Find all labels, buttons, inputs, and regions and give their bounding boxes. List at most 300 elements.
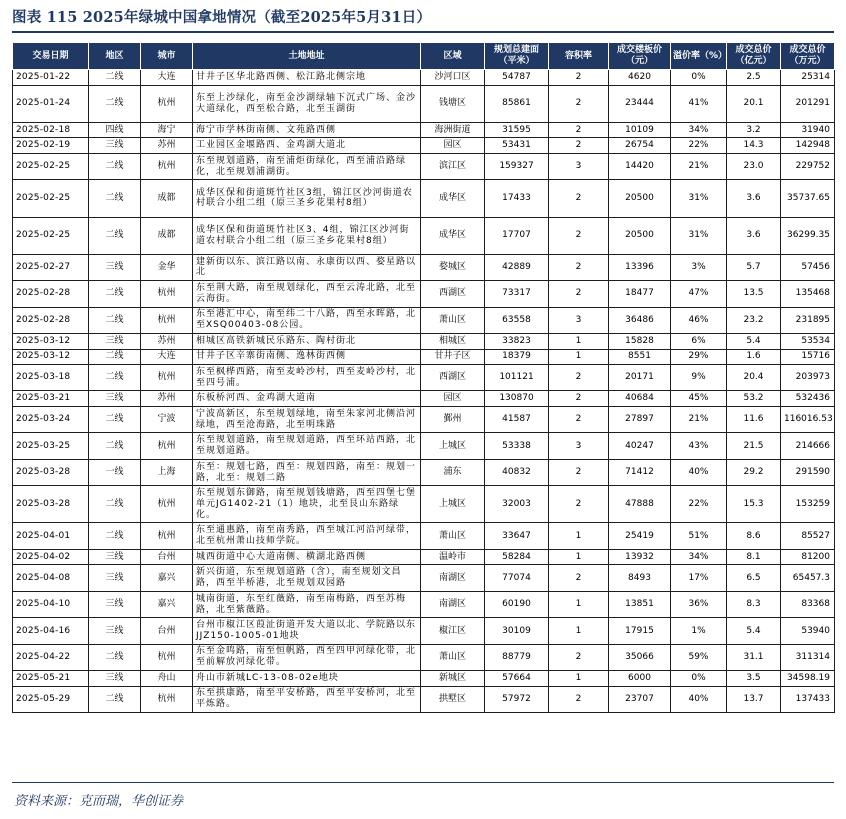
cell-date: 2025-02-18 — [13, 122, 89, 138]
cell-premium: 41% — [671, 85, 727, 122]
cell-price: 18477 — [609, 281, 671, 307]
cell-district: 萧山区 — [421, 307, 485, 333]
cell-premium: 21% — [671, 407, 727, 433]
cell-total-yi: 6.5 — [727, 565, 781, 591]
cell-far: 2 — [549, 180, 609, 217]
source-note: 资料来源：克而瑞，华创证券 — [14, 794, 184, 809]
cell-tier: 二线 — [89, 686, 141, 712]
header-total-wan: 成交总价（万元） — [781, 43, 835, 70]
cell-address: 东至：规划七路，西至：规划四路，南至：规划一路，北至：规划二路 — [193, 459, 421, 485]
cell-district: 海洲街道 — [421, 122, 485, 138]
cell-far: 1 — [549, 333, 609, 349]
cell-district: 婺城区 — [421, 254, 485, 280]
cell-premium: 59% — [671, 644, 727, 670]
table-row — [13, 686, 835, 712]
cell-price: 6000 — [609, 670, 671, 686]
cell-tier: 二线 — [89, 307, 141, 333]
cell-address: 东至规划东御路，南至规划钱塘路，西至四堡七堡单元JG1402-21（1）地块，北至艮山东路绿化。 — [193, 486, 421, 523]
cell-area: 18379 — [485, 349, 549, 365]
table-row — [13, 254, 835, 280]
cell-premium: 22% — [671, 486, 727, 523]
table-row — [13, 122, 835, 138]
cell-total-yi: 20.1 — [727, 85, 781, 122]
cell-address: 东至枫桦西路，南至麦岭沙村，西至麦岭沙村，北至四号浦。 — [193, 365, 421, 391]
header-district: 区域 — [421, 43, 485, 70]
cell-far: 2 — [549, 565, 609, 591]
cell-premium: 31% — [671, 217, 727, 254]
table-row — [13, 281, 835, 307]
cell-total-yi: 3.2 — [727, 122, 781, 138]
cell-area: 17707 — [485, 217, 549, 254]
header-total-yi: 成交总价（亿元） — [727, 43, 781, 70]
cell-total-wan: 311314 — [781, 644, 835, 670]
cell-premium: 21% — [671, 153, 727, 179]
cell-date: 2025-04-22 — [13, 644, 89, 670]
cell-date: 2025-02-28 — [13, 281, 89, 307]
cell-total-wan: 31940 — [781, 122, 835, 138]
table-row — [13, 670, 835, 686]
header-premium: 溢价率（%） — [671, 43, 727, 70]
cell-premium: 36% — [671, 591, 727, 617]
cell-premium: 9% — [671, 365, 727, 391]
cell-price: 4620 — [609, 70, 671, 86]
cell-tier: 二线 — [89, 365, 141, 391]
cell-total-yi: 23.2 — [727, 307, 781, 333]
cell-far: 3 — [549, 433, 609, 459]
cell-district: 钱塘区 — [421, 85, 485, 122]
cell-date: 2025-01-24 — [13, 85, 89, 122]
cell-total-wan: 229752 — [781, 153, 835, 179]
cell-premium: 31% — [671, 180, 727, 217]
cell-total-yi: 13.7 — [727, 686, 781, 712]
cell-date: 2025-04-08 — [13, 565, 89, 591]
cell-area: 57664 — [485, 670, 549, 686]
cell-far: 2 — [549, 391, 609, 407]
cell-price: 26754 — [609, 138, 671, 154]
header-price: 成交楼板价（元） — [609, 43, 671, 70]
cell-city: 台州 — [141, 549, 193, 565]
cell-far: 2 — [549, 686, 609, 712]
cell-far: 2 — [549, 486, 609, 523]
cell-area: 101121 — [485, 365, 549, 391]
cell-tier: 一线 — [89, 459, 141, 485]
cell-district: 温岭市 — [421, 549, 485, 565]
cell-tier: 二线 — [89, 281, 141, 307]
cell-total-yi: 8.6 — [727, 523, 781, 549]
cell-price: 40684 — [609, 391, 671, 407]
cell-far: 2 — [549, 70, 609, 86]
cell-city: 成都 — [141, 180, 193, 217]
cell-area: 63558 — [485, 307, 549, 333]
cell-tier: 三线 — [89, 138, 141, 154]
cell-city: 大连 — [141, 349, 193, 365]
cell-premium: 43% — [671, 433, 727, 459]
cell-district: 浦东 — [421, 459, 485, 485]
cell-tier: 三线 — [89, 549, 141, 565]
cell-far: 3 — [549, 153, 609, 179]
cell-total-wan: 81200 — [781, 549, 835, 565]
cell-area: 77074 — [485, 565, 549, 591]
cell-area: 85861 — [485, 85, 549, 122]
cell-address: 相城区高铁新城民乐路东、陶村街北 — [193, 333, 421, 349]
cell-address: 东板桥河西、金鸡湖大道南 — [193, 391, 421, 407]
cell-premium: 47% — [671, 281, 727, 307]
table-row — [13, 85, 835, 122]
cell-area: 33647 — [485, 523, 549, 549]
cell-district: 上城区 — [421, 433, 485, 459]
cell-date: 2025-04-02 — [13, 549, 89, 565]
cell-tier: 二线 — [89, 433, 141, 459]
cell-far: 2 — [549, 254, 609, 280]
cell-date: 2025-03-12 — [13, 333, 89, 349]
cell-total-yi: 5.7 — [727, 254, 781, 280]
cell-tier: 三线 — [89, 391, 141, 407]
cell-date: 2025-01-22 — [13, 70, 89, 86]
cell-total-wan: 203973 — [781, 365, 835, 391]
cell-address: 甘井子区华北路西侧、松江路北侧宗地 — [193, 70, 421, 86]
cell-area: 130870 — [485, 391, 549, 407]
cell-district: 萧山区 — [421, 523, 485, 549]
cell-address: 宁波高新区，东至规划绿地，南至朱家河北侧沿河绿地，西至沧海路，北至明珠路 — [193, 407, 421, 433]
cell-district: 新城区 — [421, 670, 485, 686]
cell-far: 1 — [549, 349, 609, 365]
cell-premium: 51% — [671, 523, 727, 549]
cell-price: 40247 — [609, 433, 671, 459]
cell-price: 15828 — [609, 333, 671, 349]
cell-area: 41587 — [485, 407, 549, 433]
cell-price: 20171 — [609, 365, 671, 391]
cell-date: 2025-02-25 — [13, 217, 89, 254]
cell-total-yi: 29.2 — [727, 459, 781, 485]
cell-total-wan: 34598.19 — [781, 670, 835, 686]
cell-premium: 40% — [671, 686, 727, 712]
cell-price: 36486 — [609, 307, 671, 333]
cell-city: 海宁 — [141, 122, 193, 138]
cell-total-wan: 291590 — [781, 459, 835, 485]
cell-total-wan: 142948 — [781, 138, 835, 154]
cell-premium: 6% — [671, 333, 727, 349]
table-row — [13, 153, 835, 179]
cell-city: 杭州 — [141, 433, 193, 459]
cell-price: 35066 — [609, 644, 671, 670]
table-row — [13, 486, 835, 523]
cell-tier: 二线 — [89, 407, 141, 433]
cell-total-yi: 23.0 — [727, 153, 781, 179]
cell-far: 2 — [549, 138, 609, 154]
cell-premium: 40% — [671, 459, 727, 485]
cell-premium: 3% — [671, 254, 727, 280]
cell-date: 2025-03-18 — [13, 365, 89, 391]
table-row — [13, 349, 835, 365]
cell-price: 27897 — [609, 407, 671, 433]
cell-premium: 34% — [671, 549, 727, 565]
cell-price: 23707 — [609, 686, 671, 712]
cell-area: 32003 — [485, 486, 549, 523]
cell-district: 西湖区 — [421, 365, 485, 391]
table-row — [13, 307, 835, 333]
table-row — [13, 459, 835, 485]
cell-district: 上城区 — [421, 486, 485, 523]
header-area: 规划总建面（平米） — [485, 43, 549, 70]
cell-total-wan: 201291 — [781, 85, 835, 122]
cell-area: 30109 — [485, 618, 549, 644]
cell-total-yi: 14.3 — [727, 138, 781, 154]
cell-date: 2025-05-21 — [13, 670, 89, 686]
cell-total-wan: 53940 — [781, 618, 835, 644]
cell-tier: 二线 — [89, 217, 141, 254]
cell-total-yi: 3.6 — [727, 180, 781, 217]
table-row — [13, 70, 835, 86]
cell-tier: 二线 — [89, 153, 141, 179]
figure-title: 图表 115 2025年绿城中国拿地情况（截至2025年5月31日） — [12, 9, 432, 26]
table-row — [13, 138, 835, 154]
cell-city: 杭州 — [141, 486, 193, 523]
cell-price: 8551 — [609, 349, 671, 365]
cell-far: 2 — [549, 85, 609, 122]
table-row — [13, 407, 835, 433]
cell-total-yi: 5.4 — [727, 618, 781, 644]
cell-premium: 34% — [671, 122, 727, 138]
table-header-row — [13, 43, 835, 70]
cell-district: 沙河口区 — [421, 70, 485, 86]
cell-city: 嘉兴 — [141, 591, 193, 617]
cell-tier: 二线 — [89, 180, 141, 217]
table-row — [13, 644, 835, 670]
cell-city: 苏州 — [141, 138, 193, 154]
cell-date: 2025-04-01 — [13, 523, 89, 549]
cell-price: 13932 — [609, 549, 671, 565]
cell-city: 杭州 — [141, 281, 193, 307]
cell-address: 海宁市学林街南侧、文苑路西侧 — [193, 122, 421, 138]
cell-city: 杭州 — [141, 307, 193, 333]
cell-price: 25419 — [609, 523, 671, 549]
cell-tier: 二线 — [89, 85, 141, 122]
cell-city: 苏州 — [141, 333, 193, 349]
cell-total-yi: 3.5 — [727, 670, 781, 686]
cell-total-wan: 137433 — [781, 686, 835, 712]
cell-total-wan: 214666 — [781, 433, 835, 459]
cell-tier: 二线 — [89, 70, 141, 86]
cell-address: 东至金鸣路，南至恒帆路，西至四甲河绿化带，北至前解放河绿化带。 — [193, 644, 421, 670]
cell-city: 台州 — [141, 618, 193, 644]
land-acquisition-table — [12, 42, 835, 713]
cell-area: 159327 — [485, 153, 549, 179]
cell-total-yi: 53.2 — [727, 391, 781, 407]
cell-address: 城南街道，东至红薇路，南至南梅路，西至苏梅路，北至紫薇路。 — [193, 591, 421, 617]
cell-price: 13396 — [609, 254, 671, 280]
cell-address: 东至规划道路，南至规划道路，西至环站西路，北至规划道路。 — [193, 433, 421, 459]
cell-total-wan: 532436 — [781, 391, 835, 407]
source-rule — [12, 782, 834, 783]
cell-area: 40832 — [485, 459, 549, 485]
cell-price: 71412 — [609, 459, 671, 485]
cell-far: 2 — [549, 365, 609, 391]
header-tier: 地区 — [89, 43, 141, 70]
table-row — [13, 549, 835, 565]
cell-date: 2025-03-25 — [13, 433, 89, 459]
cell-city: 成都 — [141, 217, 193, 254]
cell-address: 东至荆大路，南至规划绿化，西至云涛北路，北至云海街。 — [193, 281, 421, 307]
cell-district: 南湖区 — [421, 565, 485, 591]
cell-address: 东至通惠路，南至南秀路，西至城江河沿河绿带，北至杭州萧山技师学院。 — [193, 523, 421, 549]
cell-district: 西湖区 — [421, 281, 485, 307]
cell-total-yi: 8.1 — [727, 549, 781, 565]
cell-city: 舟山 — [141, 670, 193, 686]
cell-price: 13851 — [609, 591, 671, 617]
cell-price: 23444 — [609, 85, 671, 122]
table-row — [13, 433, 835, 459]
cell-total-wan: 57456 — [781, 254, 835, 280]
cell-far: 2 — [549, 407, 609, 433]
cell-date: 2025-02-25 — [13, 180, 89, 217]
cell-total-yi: 21.5 — [727, 433, 781, 459]
cell-far: 1 — [549, 591, 609, 617]
cell-total-yi: 3.6 — [727, 217, 781, 254]
cell-premium: 22% — [671, 138, 727, 154]
cell-tier: 四线 — [89, 122, 141, 138]
table-row — [13, 180, 835, 217]
header-far: 容积率 — [549, 43, 609, 70]
cell-address: 东至上沙绿化，南至金沙湖绿轴下沉式广场、金沙大道绿化，西至松合路，北至玉湖街 — [193, 85, 421, 122]
cell-total-wan: 83368 — [781, 591, 835, 617]
table-row — [13, 523, 835, 549]
cell-city: 杭州 — [141, 85, 193, 122]
cell-city: 杭州 — [141, 644, 193, 670]
cell-total-wan: 65457.3 — [781, 565, 835, 591]
cell-total-wan: 36299.35 — [781, 217, 835, 254]
cell-area: 88779 — [485, 644, 549, 670]
cell-total-wan: 85527 — [781, 523, 835, 549]
cell-district: 鄞州 — [421, 407, 485, 433]
cell-date: 2025-04-16 — [13, 618, 89, 644]
cell-date: 2025-03-28 — [13, 459, 89, 485]
cell-date: 2025-02-25 — [13, 153, 89, 179]
table-row — [13, 618, 835, 644]
table-row — [13, 591, 835, 617]
cell-total-yi: 8.3 — [727, 591, 781, 617]
cell-tier: 二线 — [89, 349, 141, 365]
cell-area: 54787 — [485, 70, 549, 86]
cell-premium: 0% — [671, 70, 727, 86]
cell-address: 成华区保和街道斑竹社区3组，锦江区沙河街道农村联合小组二组（原三圣乡花果村8组） — [193, 180, 421, 217]
cell-address: 成华区保和街道斑竹社区3、4组，锦江区沙河街道农村联合小组二组（原三圣乡花果村8组） — [193, 217, 421, 254]
cell-address: 新兴街道，东至规划道路（含），南至规划文昌路，西至半桥港，北至规划双园路 — [193, 565, 421, 591]
cell-total-yi: 31.1 — [727, 644, 781, 670]
cell-total-wan: 135468 — [781, 281, 835, 307]
cell-district: 园区 — [421, 391, 485, 407]
cell-far: 1 — [549, 670, 609, 686]
cell-total-yi: 20.4 — [727, 365, 781, 391]
cell-district: 成华区 — [421, 217, 485, 254]
cell-address: 舟山市新城LC-13-08-02e地块 — [193, 670, 421, 686]
cell-date: 2025-04-10 — [13, 591, 89, 617]
cell-tier: 三线 — [89, 591, 141, 617]
cell-total-yi: 2.5 — [727, 70, 781, 86]
cell-address: 东至规划道路，南至浦炬街绿化，西至浦沿路绿化，北至规划浦湖街。 — [193, 153, 421, 179]
cell-premium: 45% — [671, 391, 727, 407]
cell-area: 17433 — [485, 180, 549, 217]
cell-city: 苏州 — [141, 391, 193, 407]
cell-district: 拱墅区 — [421, 686, 485, 712]
cell-far: 1 — [549, 549, 609, 565]
cell-district: 园区 — [421, 138, 485, 154]
cell-district: 滨江区 — [421, 153, 485, 179]
cell-tier: 三线 — [89, 565, 141, 591]
cell-total-yi: 11.6 — [727, 407, 781, 433]
cell-total-wan: 15716 — [781, 349, 835, 365]
cell-far: 1 — [549, 523, 609, 549]
cell-area: 31595 — [485, 122, 549, 138]
header-address: 土地地址 — [193, 43, 421, 70]
cell-far: 1 — [549, 618, 609, 644]
cell-city: 嘉兴 — [141, 565, 193, 591]
cell-date: 2025-03-28 — [13, 486, 89, 523]
cell-price: 14420 — [609, 153, 671, 179]
cell-price: 10109 — [609, 122, 671, 138]
cell-tier: 二线 — [89, 486, 141, 523]
cell-date: 2025-03-12 — [13, 349, 89, 365]
cell-district: 成华区 — [421, 180, 485, 217]
cell-total-wan: 53534 — [781, 333, 835, 349]
cell-city: 金华 — [141, 254, 193, 280]
cell-premium: 0% — [671, 670, 727, 686]
cell-district: 椒江区 — [421, 618, 485, 644]
cell-far: 2 — [549, 281, 609, 307]
cell-price: 47888 — [609, 486, 671, 523]
table-row — [13, 365, 835, 391]
cell-tier: 三线 — [89, 618, 141, 644]
cell-premium: 17% — [671, 565, 727, 591]
cell-tier: 二线 — [89, 523, 141, 549]
cell-city: 杭州 — [141, 686, 193, 712]
table-row — [13, 217, 835, 254]
cell-city: 大连 — [141, 70, 193, 86]
cell-far: 2 — [549, 459, 609, 485]
cell-total-wan: 25314 — [781, 70, 835, 86]
cell-tier: 二线 — [89, 644, 141, 670]
cell-total-wan: 116016.53 — [781, 407, 835, 433]
cell-date: 2025-02-27 — [13, 254, 89, 280]
cell-area: 33823 — [485, 333, 549, 349]
cell-address: 东至拱康路，南至平安桥路，西至平安桥河，北至平炼路。 — [193, 686, 421, 712]
cell-date: 2025-02-28 — [13, 307, 89, 333]
cell-date: 2025-03-21 — [13, 391, 89, 407]
cell-price: 8493 — [609, 565, 671, 591]
cell-far: 2 — [549, 217, 609, 254]
table-row — [13, 391, 835, 407]
cell-far: 3 — [549, 307, 609, 333]
title-rule — [12, 31, 834, 33]
cell-area: 73317 — [485, 281, 549, 307]
cell-total-yi: 1.6 — [727, 349, 781, 365]
cell-area: 53431 — [485, 138, 549, 154]
cell-tier: 三线 — [89, 254, 141, 280]
cell-total-yi: 13.5 — [727, 281, 781, 307]
cell-city: 杭州 — [141, 365, 193, 391]
cell-date: 2025-05-29 — [13, 686, 89, 712]
cell-total-wan: 35737.65 — [781, 180, 835, 217]
cell-address: 工业园区金堰路西、金鸡湖大道北 — [193, 138, 421, 154]
cell-tier: 三线 — [89, 670, 141, 686]
cell-address: 城西街道中心大道南侧、横湖北路西侧 — [193, 549, 421, 565]
cell-tier: 三线 — [89, 333, 141, 349]
cell-district: 南湖区 — [421, 591, 485, 617]
table-row — [13, 565, 835, 591]
cell-area: 53338 — [485, 433, 549, 459]
cell-total-wan: 153259 — [781, 486, 835, 523]
cell-date: 2025-02-19 — [13, 138, 89, 154]
cell-premium: 1% — [671, 618, 727, 644]
